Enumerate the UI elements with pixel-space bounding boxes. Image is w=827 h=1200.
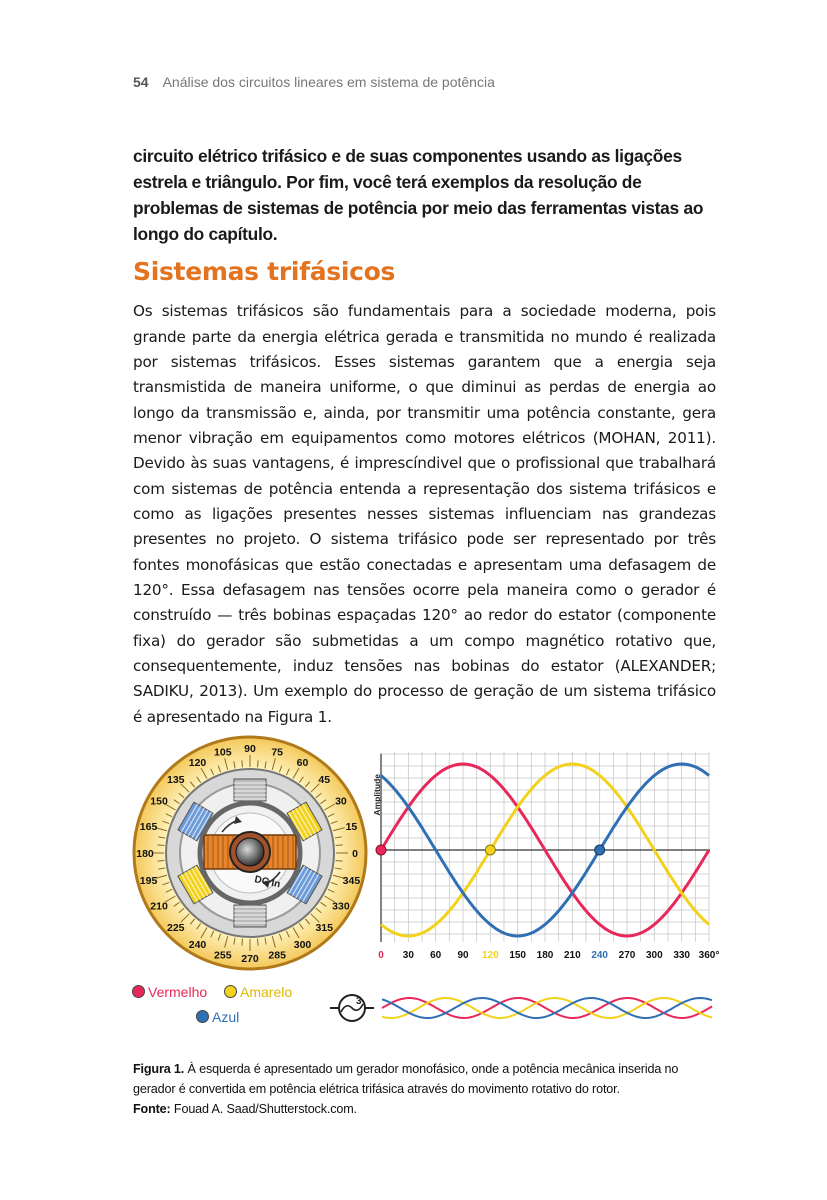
dial-label: 330 xyxy=(332,900,350,913)
figure-illustration xyxy=(130,732,720,1042)
x-tick-label: 150 xyxy=(509,950,527,961)
section-paragraph: Os sistemas trifásicos são fundamentais para a sociedade moderna, pois grande parte da energia elétrica gerada e transmitida no mundo é realizada por sistemas trifásicos. Esses sistemas garantem que a energia seja transmistida de maneira uniforme, o que diminui as perdas de energia ao longo da transmissão e, ainda, por transmitir uma potência constante, gera menor vibração em equipamentos como motores elétricos (MOHAN, 2011). Devido às suas vantagens, é imprescíndivel que o profissional que trabalhará com sistemas de potência entenda a representação dos sistema trifásicos e como as ligações presentes nesses sistemas influenciam nas grandezas presentes no projeto. O sistema trifásico pode ser representado por três fontes monofásicas que estão conectadas e apresentam uma defasagem de 120°. Essa defasagem nas tensões ocorre pela maneira como o gerador é construído — três bobinas espaçadas 120° ao redor do estator (componente fixa) do gerador são submetidas a um compo magnético rotativo que, consequentemente, induz tensões nas bobinas do estator (ALEXANDER; SADIKU, 2013). Um exemplo do processo de geração de um sistema trifásico é apresentado na Figura 1. xyxy=(133,302,716,726)
generator-dial xyxy=(134,737,366,969)
dial-label: 120 xyxy=(188,757,207,770)
dial-label: 135 xyxy=(166,773,185,786)
source-text: Fouad A. Saad/Shutterstock.com. xyxy=(170,1101,357,1116)
caption-text: À esquerda é apresentado um gerador monofásico, onde a potência mecânica inserida no gerador é convertida em potência elétrica trifásica através do movimento rotativo do rotor. xyxy=(133,1061,679,1096)
legend-yellow: Amarelo xyxy=(224,984,292,1000)
x-tick-label: 120 xyxy=(481,950,499,961)
dial-label: 90 xyxy=(244,743,256,755)
running-title: Análise dos circuitos lineares em sistema de potência xyxy=(162,74,495,90)
rotor xyxy=(204,832,296,872)
x-tick-label: 270 xyxy=(618,950,636,961)
x-tick-labels xyxy=(378,950,719,961)
intro-paragraph: circuito elétrico trifásico e de suas componentes usando as ligações estrela e triângulo. Por fim, você terá exemplos da resolução de problemas de sistemas de potência por meio das ferramentas vistas ao longo do capítulo. xyxy=(133,146,704,245)
x-tick-label: 300 xyxy=(645,950,663,961)
dial-label: 45 xyxy=(318,773,331,786)
svg-text:3: 3 xyxy=(356,996,362,1007)
dial-label: 270 xyxy=(241,953,259,965)
dial-label: 105 xyxy=(214,746,232,759)
x-tick-label: 0 xyxy=(378,950,384,961)
x-tick-label: 90 xyxy=(457,950,469,961)
mini-waveforms xyxy=(382,998,712,1018)
x-tick-label: 60 xyxy=(430,950,442,961)
figure-caption xyxy=(133,1059,723,1119)
dial-label: 195 xyxy=(139,875,158,888)
figure-1 xyxy=(130,732,720,1042)
dial-label: 210 xyxy=(150,900,168,913)
marker-yellow xyxy=(485,845,495,855)
dial-label: 75 xyxy=(271,746,284,759)
dial-label: 60 xyxy=(296,757,309,770)
section-title: Sistemas trifásicos xyxy=(133,256,396,286)
dial-label: 255 xyxy=(214,949,232,962)
rotor-label: DC In xyxy=(253,874,282,891)
stator-coil xyxy=(234,905,266,927)
dial-label: 0 xyxy=(352,848,358,860)
legend-blue: Azul xyxy=(196,1009,239,1025)
source-label: Fonte: xyxy=(133,1101,171,1116)
dial-label: 225 xyxy=(166,922,185,935)
dial-label: 285 xyxy=(268,949,286,962)
yellow-dot-icon xyxy=(224,985,237,998)
dial-label: 315 xyxy=(315,922,334,935)
red-dot-icon xyxy=(132,985,145,998)
dial-label: 30 xyxy=(335,795,347,808)
dial-label: 240 xyxy=(188,938,207,951)
marker-blue xyxy=(595,845,605,855)
three-phase-symbol xyxy=(330,995,374,1021)
dial-label: 165 xyxy=(139,820,158,833)
caption-label: Figura 1. xyxy=(133,1061,185,1076)
x-tick-label: 330 xyxy=(673,950,691,961)
marker-red xyxy=(376,845,386,855)
dial-label: 15 xyxy=(345,820,358,833)
dial-label: 300 xyxy=(293,938,312,951)
running-header xyxy=(133,74,495,90)
y-axis-label: Amplitude xyxy=(372,774,382,816)
waveform-chart xyxy=(372,740,719,961)
blue-dot-icon xyxy=(196,1010,209,1023)
x-tick-label: 30 xyxy=(402,950,414,961)
x-tick-label: 360° xyxy=(698,950,720,961)
dial-label: 345 xyxy=(342,875,361,888)
x-tick-label: 210 xyxy=(563,950,581,961)
dial-label: 150 xyxy=(150,795,168,808)
stator-coil xyxy=(234,779,266,801)
dial-label: 180 xyxy=(136,848,154,860)
legend-red: Vermelho xyxy=(132,984,207,1000)
x-tick-label: 240 xyxy=(591,950,609,961)
page-number: 54 xyxy=(133,74,149,90)
x-tick-label: 180 xyxy=(536,950,554,961)
